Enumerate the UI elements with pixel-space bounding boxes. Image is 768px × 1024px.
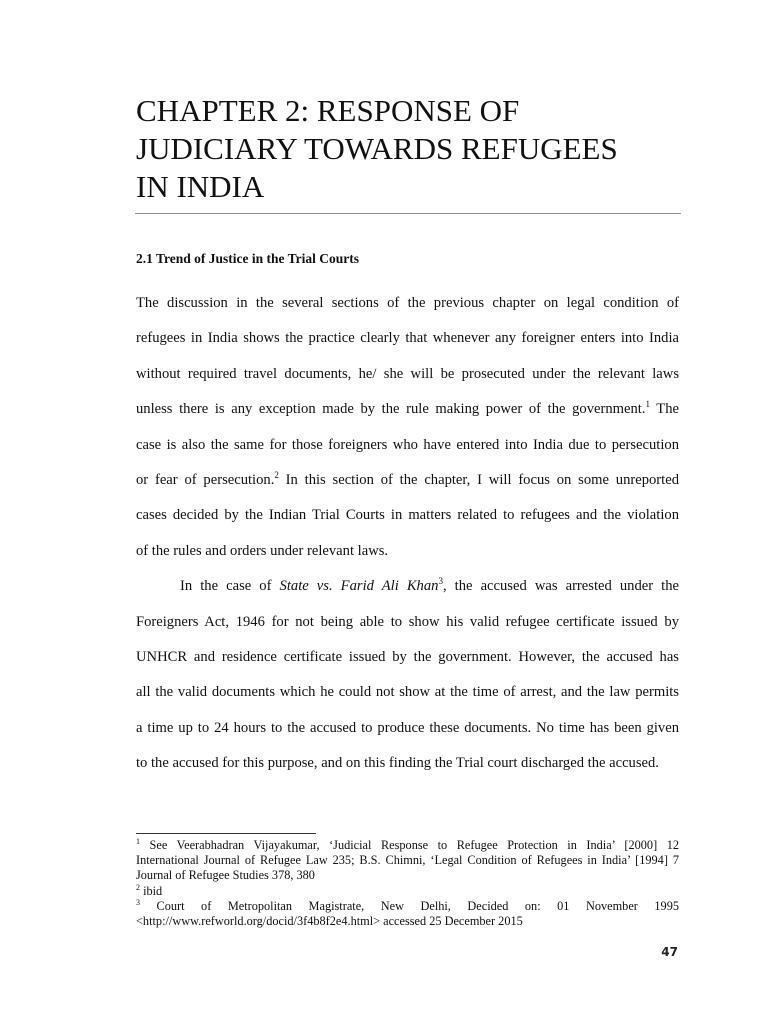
footnote-mark: 1 (136, 836, 140, 846)
paragraph-2 (136, 569, 679, 781)
chapter-title-line-1: CHAPTER 2: RESPONSE OF (136, 93, 520, 128)
footnote-separator (136, 833, 316, 834)
footnote-line (136, 899, 679, 914)
paragraph-line: to the accused for this purpose, and on this finding the Trial court discharged the accused. (136, 755, 659, 772)
text-run: The (649, 401, 679, 418)
paragraph-line: Foreigners Act, 1946 for not being able to show his valid refugee certificate issued by (136, 613, 679, 630)
text-run: Court of Metropolitan Magistrate, New Delhi, Decided on: 01 November 1995 (140, 898, 679, 913)
footnote-ref-2[interactable]: 2 (274, 470, 279, 481)
footnote-2 (136, 884, 679, 899)
paragraph-line: cases decided by the Indian Trial Courts in matters related to refugees and the violation (136, 507, 679, 524)
paragraph-line: case is also the same for those foreigners who have entered into India due to persecution (136, 436, 679, 453)
footnote-line: Journal of Refugee Studies 378, 380 (136, 868, 315, 883)
footnotes (136, 838, 679, 929)
paragraph-line: of the rules and orders under relevant laws. (136, 542, 389, 559)
footnote-ref-3[interactable]: 3 (438, 576, 443, 587)
paragraph-line: The discussion in the several sections of the previous chapter on legal condition of (136, 295, 679, 311)
footnote-1 (136, 838, 679, 884)
paragraph-line: a time up to 24 hours to the accused to produce these documents. No time has been given (136, 719, 679, 736)
section-heading: 2.1 Trend of Justice in the Trial Courts (136, 251, 360, 266)
footnote-line: International Journal of Refugee Law 235; B.S. Chimni, ‘Legal Condition of Refugees in India’ [1994] 7 (136, 853, 679, 868)
paragraph-line (136, 463, 679, 498)
footnote-link-line[interactable]: <http://www.refworld.org/docid/3f4b8f2e4.html> accessed 25 December 2015 (136, 914, 523, 929)
page-number: 47 (661, 945, 678, 959)
paragraph-line: UNHCR and residence certificate issued by the government. However, the accused has (136, 649, 679, 666)
paragraph-line: refugees in India shows the practice clearly that whenever any foreigner enters into India (136, 330, 679, 347)
paragraph-line: all the valid documents which he could not show at the time of arrest, and the law permits (136, 684, 679, 701)
footnote-ref-1[interactable]: 1 (645, 399, 650, 410)
chapter-title (136, 92, 696, 206)
case-name: State vs. Farid Ali Khan (279, 578, 439, 595)
body-text (136, 286, 679, 782)
title-divider (135, 213, 681, 214)
text-run: In the case of (180, 578, 280, 595)
text-run: In this section of the chapter, I will focus on some unreported (278, 472, 679, 489)
text-run: See Veerabhadran Vijayakumar, ‘Judicial Response to Refugee Protection in India’ [2000] 12 (140, 838, 679, 852)
footnote-line (136, 838, 679, 853)
text-run: or fear of persecution. (136, 472, 275, 489)
text-run: unless there is any exception made by the rule making power of the government. (136, 401, 646, 418)
paragraph-line (136, 392, 679, 427)
text-run: , the accused was arrested under the (442, 578, 679, 595)
paragraph-line: without required travel documents, he/ she will be prosecuted under the relevant laws (136, 365, 679, 382)
footnote-3 (136, 899, 679, 929)
footnote-line (136, 884, 679, 899)
paragraph-line (136, 569, 679, 604)
chapter-title-line-2: JUDICIARY TOWARDS REFUGEES (136, 131, 618, 166)
footnote-mark: 3 (136, 897, 140, 907)
chapter-title-line-3: IN INDIA (136, 169, 265, 204)
text-run: ibid (140, 883, 163, 898)
paragraph-1 (136, 286, 679, 569)
footnote-mark: 2 (136, 882, 140, 892)
